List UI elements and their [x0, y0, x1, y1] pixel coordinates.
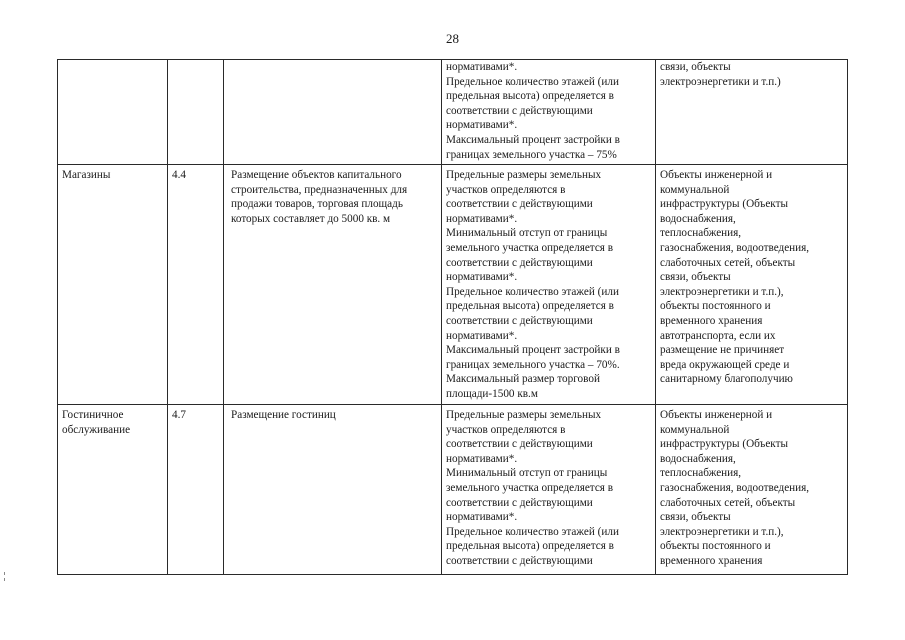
cell-line: теплоснабжения, — [660, 227, 742, 240]
cell-line: нормативами*. — [446, 271, 518, 284]
cell-line: водоснабжения, — [660, 212, 736, 225]
cell-line: связи, объекты — [660, 511, 731, 524]
cell-line: строительства, предназначенных для — [231, 183, 408, 196]
cell-line: предельная высота) определяется в — [446, 300, 614, 313]
cell-line: участков определяются в — [446, 183, 566, 196]
table-row — [58, 165, 848, 405]
cell-line: теплоснабжения, — [660, 467, 742, 480]
cell-line: объекты постоянного и — [660, 540, 771, 553]
cell-line: предельная высота) определяется в — [446, 90, 614, 103]
use-code-cell — [168, 405, 224, 575]
cell-line: вреда окружающей среде и — [660, 358, 790, 371]
cell-line: Размещение объектов капитального — [231, 169, 402, 181]
auxiliary-uses-cell — [656, 165, 848, 405]
table-row — [58, 60, 848, 165]
cell-line: связи, объекты — [660, 271, 731, 284]
cell-line: Максимальный размер торговой — [446, 373, 600, 386]
cell-line: границах земельного участка – 75% — [446, 148, 617, 161]
cell-line: которых составляет до 5000 кв. м — [231, 212, 391, 225]
cell-line: нормативами*. — [446, 119, 518, 132]
cell-line: Предельное количество этажей (или — [446, 285, 619, 298]
cell-line: коммунальной — [660, 183, 730, 196]
cell-line: коммунальной — [660, 423, 730, 436]
cell-line: газоснабжения, водоотведения, — [660, 241, 810, 254]
cell-line: площади-1500 кв.м — [446, 387, 538, 400]
cell-line: Объекты инженерной и — [660, 169, 773, 181]
cell-line: соответствии с действующими — [446, 198, 593, 211]
cell-line: нормативами*. — [446, 329, 518, 342]
cell-line: соответствии с действующими — [446, 314, 593, 327]
use-description-cell — [224, 60, 442, 165]
cell-line: автотранспорта, если их — [660, 329, 776, 342]
use-code-cell — [168, 60, 224, 165]
cell-line: земельного участка определяется в — [446, 481, 614, 494]
parameters-cell — [442, 60, 656, 165]
land-use-table — [57, 59, 848, 575]
cell-line: соответствии с действующими — [446, 496, 593, 509]
cell-line: участков определяются в — [446, 423, 566, 436]
cell-line: слаботочных сетей, объекты — [660, 496, 796, 509]
cell-line: границах земельного участка – 70%. — [446, 358, 620, 371]
cell-text: 4.4 — [172, 169, 186, 181]
page-number: 28 — [446, 31, 459, 46]
cell-line: нормативами*. — [446, 452, 518, 465]
use-name-cell — [58, 165, 168, 405]
cell-line: Максимальный процент застройки в — [446, 344, 620, 357]
cell-line: объекты постоянного и — [660, 300, 771, 313]
cell-line: Предельное количество этажей (или — [446, 525, 619, 538]
cell-line: предельная высота) определяется в — [446, 540, 614, 553]
cell-line: связи, объекты — [660, 61, 731, 73]
cell-line: электроэнергетики и т.п.) — [660, 75, 781, 88]
cell-line: соответствии с действующими — [446, 554, 593, 567]
cell-line: электроэнергетики и т.п.), — [660, 525, 784, 538]
cell-line: Минимальный отступ от границы — [446, 227, 608, 240]
scan-edge-mark — [4, 572, 5, 575]
cell-line: электроэнергетики и т.п.), — [660, 285, 784, 298]
cell-line: размещение не причиняет — [660, 344, 785, 357]
cell-line: газоснабжения, водоотведения, — [660, 481, 810, 494]
cell-line: инфраструктуры (Объекты — [660, 198, 789, 211]
cell-line: соответствии с действующими — [446, 438, 593, 451]
scan-edge-mark — [4, 578, 5, 581]
cell-line: санитарному благополучию — [660, 373, 793, 386]
cell-line: Предельные размеры земельных — [446, 409, 602, 421]
auxiliary-uses-cell — [656, 405, 848, 575]
use-name-cell — [58, 60, 168, 165]
parameters-cell — [442, 405, 656, 575]
cell-line: Предельные размеры земельных — [446, 169, 602, 181]
cell-line: соответствии с действующими — [446, 104, 593, 117]
cell-line: Максимальный процент застройки в — [446, 133, 620, 146]
use-name-cell — [58, 405, 168, 575]
cell-line: нормативами*. — [446, 511, 518, 524]
cell-line: продажи товаров, торговая площадь — [231, 198, 403, 211]
cell-line: Объекты инженерной и — [660, 409, 773, 421]
use-code-cell — [168, 165, 224, 405]
use-description-cell — [224, 405, 442, 575]
cell-text: Гостиничное обслуживание — [62, 409, 131, 436]
auxiliary-uses-cell — [656, 60, 848, 165]
cell-line: временного хранения — [660, 554, 763, 567]
cell-text: Магазины — [62, 169, 111, 181]
cell-line: нормативами*. — [446, 61, 518, 73]
cell-line: Размещение гостиниц — [231, 409, 336, 421]
cell-line: слаботочных сетей, объекты — [660, 256, 796, 269]
cell-line: временного хранения — [660, 314, 763, 327]
cell-line: Минимальный отступ от границы — [446, 467, 608, 480]
cell-line: соответствии с действующими — [446, 256, 593, 269]
table-row — [58, 405, 848, 575]
cell-line: нормативами*. — [446, 212, 518, 225]
cell-line: земельного участка определяется в — [446, 241, 614, 254]
use-description-cell — [224, 165, 442, 405]
cell-text: 4.7 — [172, 409, 186, 421]
cell-line: водоснабжения, — [660, 452, 736, 465]
cell-line: Предельное количество этажей (или — [446, 75, 619, 88]
cell-line: инфраструктуры (Объекты — [660, 438, 789, 451]
parameters-cell — [442, 165, 656, 405]
